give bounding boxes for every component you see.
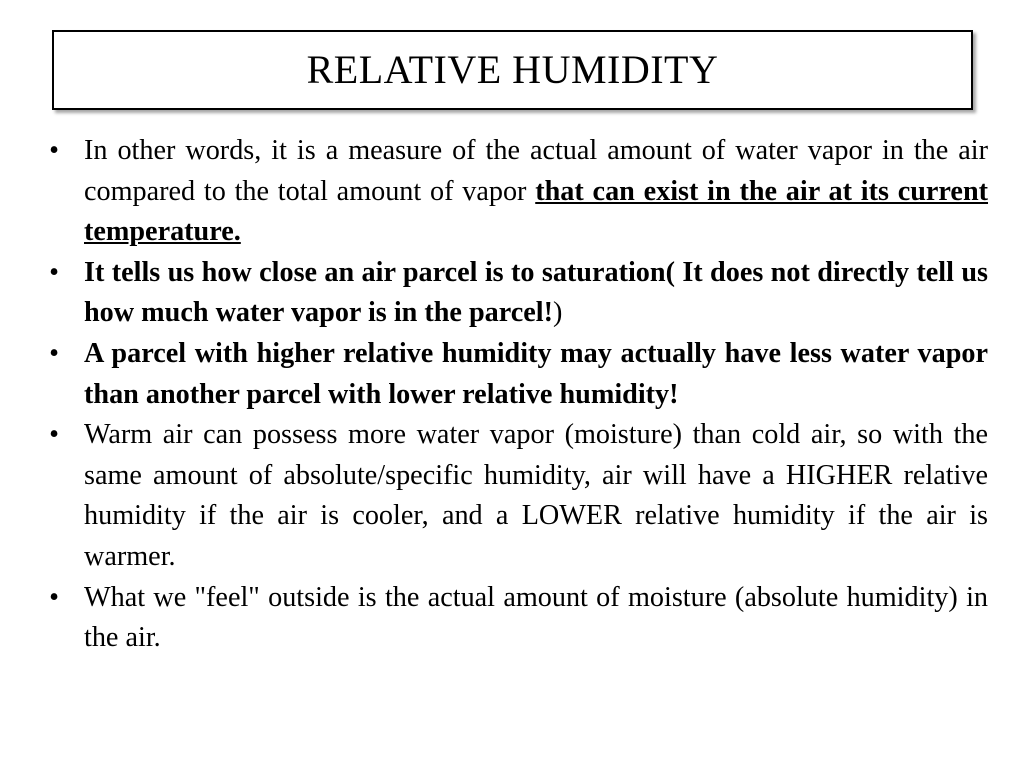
bullet-3-text: A parcel with higher relative humidity may actually have less water vapor than another parcel with lower relative humidity! [84, 337, 988, 410]
bullet-2-tail: ) [553, 297, 563, 329]
bullet-list [44, 131, 988, 659]
title-box [52, 30, 973, 110]
bullet-item-1 [44, 131, 988, 253]
bullet-item-4 [44, 415, 988, 577]
bullet-dot-icon: • [49, 419, 59, 451]
bullet-1-text: In other words, it is a measure of the actual amount of water vapor in the air compared to the total amount of vapor [84, 135, 988, 207]
bullet-1-emphasis: that can exist in the air at its current temperature. [84, 175, 989, 248]
bullet-dot-icon: • [49, 581, 59, 613]
bullet-item-3 [44, 334, 988, 415]
bullet-5-text: What we "feel" outside is the actual amount of moisture (absolute humidity) in the air. [84, 581, 988, 654]
bullet-dot-icon: • [49, 256, 59, 288]
bullet-item-5 [44, 578, 988, 659]
bullet-4-text: Warm air can possess more water vapor (moisture) than cold air, so with the same amount of absolute/specific humidity, air will have a HIGHER relative humidity if the air is cooler, and a LOWER relative humidity if the air is warmer. [84, 419, 988, 572]
bullet-2-text: It tells us how close an air parcel is to saturation( It does not directly tell us how much water vapor is in the parcel! [84, 256, 988, 329]
bullet-dot-icon: • [49, 135, 59, 166]
slide-title: RELATIVE HUMIDITY [306, 47, 719, 92]
bullet-item-2 [44, 253, 988, 334]
bullet-dot-icon: • [49, 337, 59, 369]
